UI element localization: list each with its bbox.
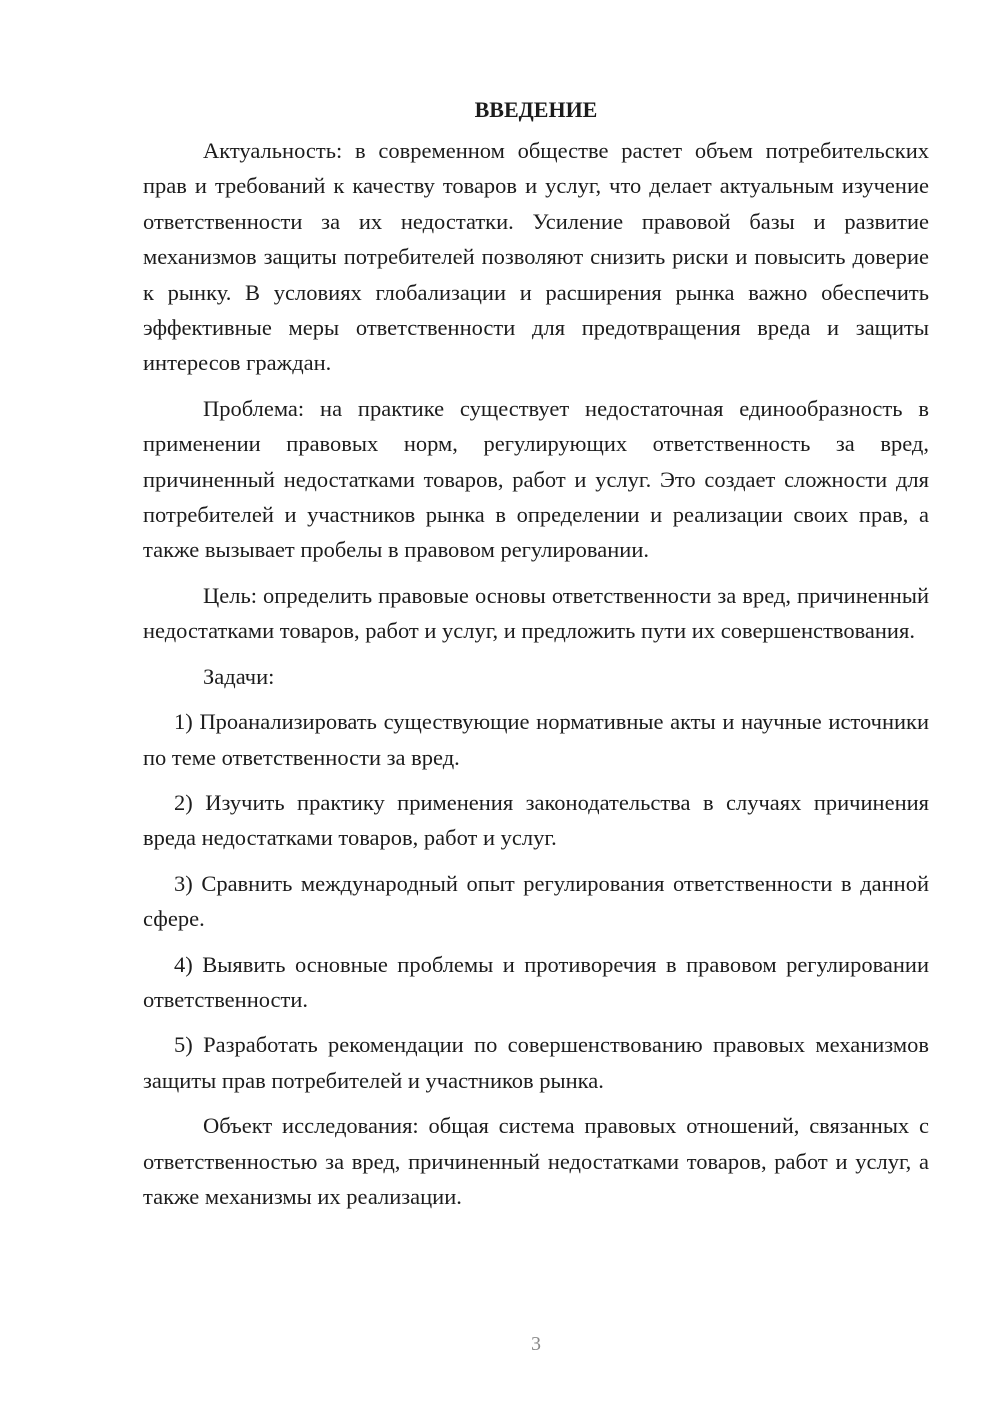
task-number: 1)	[174, 709, 193, 735]
task-item	[143, 866, 929, 937]
paragraph-problem: Проблема: на практике существует недостаточная единообразность в применении правовых норм, регулирующих ответственность за вред, причиненный недостатками товаров, работ и услуг. Это создает сложности для потребителей и участников рынка в определении и реализации своих прав, а также вызывает пробелы в правовом регулировании.	[143, 395, 929, 563]
task-number: 4)	[174, 951, 193, 977]
page-number: 3	[531, 1333, 541, 1355]
task-text: Сравнить международный опыт регулирования ответственности в данной сфере.	[143, 870, 930, 932]
paragraph-object: Объект исследования: общая система правовых отношений, связанных с ответственностью за вред, причиненный недостатками товаров, работ и услуг, а также механизмы их реализации.	[143, 1113, 929, 1209]
task-item	[143, 785, 929, 856]
task-text: Выявить основные проблемы и противоречия в правовом регулировании ответственности.	[143, 951, 930, 1012]
task-text: Проанализировать существующие нормативные акты и научные источники по теме ответственности за вред.	[143, 709, 930, 770]
paragraph-relevance: Актуальность: в современном обществе растет объем потребительских прав и требований к качеству товаров и услуг, что делает актуальным изучение ответственности за их недостатки. Усиление правовой базы и развитие механизмов защиты потребителей позволяют снизить риски и повысить доверие к рынку. В условиях глобализации и расширения рынка важно обеспечить эффективные меры ответственности для предотвращения вреда и защиты интересов граждан.	[143, 138, 929, 376]
task-text: Изучить практику применения законодательства в случаях причинения вреда недостатками товаров, работ и услуг.	[143, 789, 929, 851]
document-page	[143, 92, 929, 1214]
paragraph-goal: Цель: определить правовые основы ответственности за вред, причиненный недостатками товаров, работ и услуг, и предложить пути их совершенствования.	[143, 582, 929, 644]
task-text: Разработать рекомендации по совершенствованию правовых механизмов защиты прав потребителей и участников рынка.	[143, 1032, 929, 1093]
paragraph-tasks-heading: Задачи:	[203, 663, 275, 689]
task-number: 2)	[174, 789, 193, 815]
task-item	[143, 947, 929, 1018]
task-item	[143, 1027, 929, 1098]
task-item	[143, 704, 929, 775]
task-number: 5)	[174, 1032, 193, 1058]
page-title: ВВЕДЕНИЕ	[474, 97, 598, 122]
task-number: 3)	[174, 870, 193, 896]
